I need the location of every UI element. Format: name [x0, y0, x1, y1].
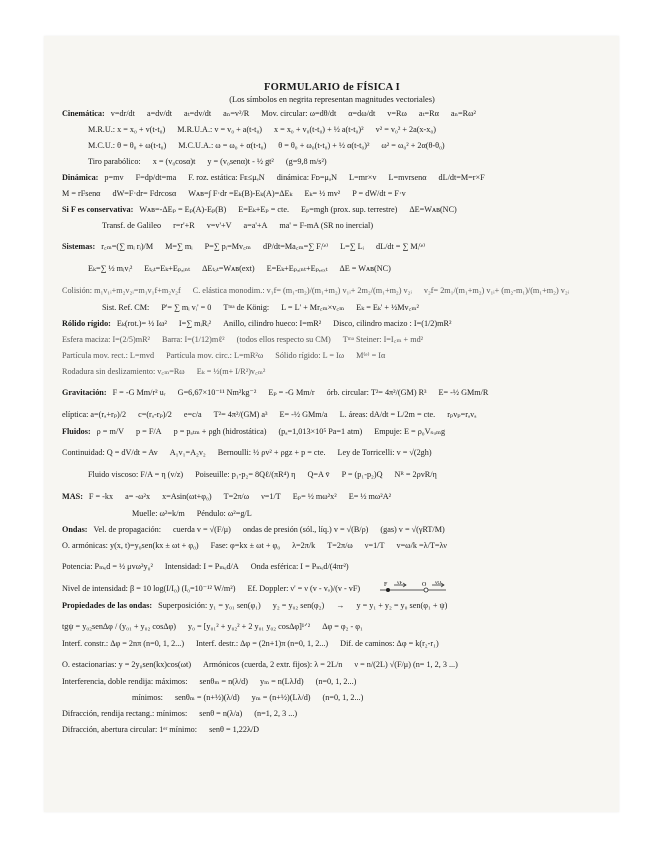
formula-row — [62, 443, 602, 463]
formula: Mov. circular: ω=dθ/dt — [261, 108, 337, 118]
formula: (n=0, 1, 2...) — [322, 692, 364, 702]
formula: M⁽ᵉ⁾ = Iα — [356, 350, 386, 360]
formula: Poiseuille: p₁-p₂= 8Qℓ/(πR⁴) η — [195, 470, 296, 479]
formula: F. roz. estática: Fᴇ≤μₑN — [188, 172, 265, 182]
formula: Muelle: ω²=k/m — [132, 508, 185, 518]
formula: y₂ = y₀₂ sen(φ₂) — [272, 600, 325, 610]
formula-row — [62, 125, 602, 139]
formula: θ = θ₀ + ω₀(t-t₀) + ½ α(t-t₀)² — [278, 140, 370, 150]
formula-row — [62, 557, 602, 577]
formula: O. estacionarias: y = 2y₀sen(kx)cos(ωt) — [62, 660, 192, 669]
formula: v² = v₀² + 2a(x-x₀) — [375, 124, 436, 134]
formula: órb. circular: T²= 4π²/(GM) R³ — [326, 388, 427, 397]
formula: Armónicos (cuerda, 2 extr. fijos): λ = 2L/n — [203, 660, 343, 669]
formula: Intensidad: I = Pₘₑd/A — [164, 562, 239, 571]
doppler-diagram — [378, 581, 448, 597]
formula: aₜ=dv/dt — [184, 108, 212, 118]
formula-row — [62, 525, 602, 539]
formula: c=(rₐ-rₚ)/2 — [138, 410, 172, 419]
formula: O. armónicas: y(x, t)=y₀sen(kx ± ωt + φ₀) — [62, 540, 199, 550]
formula: Rodadura sin deslizamiento: v꜀ₘ=Rω — [62, 366, 185, 376]
formula-row — [62, 351, 602, 365]
svg-text:O: O — [422, 581, 427, 588]
document-subtitle: (Los símbolos en negrita representan magnitudes vectoriales) — [229, 95, 435, 105]
formula: r=r'+R — [173, 220, 195, 230]
formula: senθₘ = n(λ/d) — [199, 676, 248, 686]
formula: Eₖ = ½(m+ I/R²)v꜀ₘ² — [196, 366, 266, 376]
formula: F = -G Mm/r² uᵣ — [112, 388, 166, 397]
formula: L=∑ Lᵢ — [340, 242, 365, 251]
formula: Nivel de intensidad: β = 10 log(I/I₀) (I₀=10⁻¹² W/m²) — [62, 584, 236, 593]
formula: Wᴀʙ=∫ F·dr =Eₖ(B)-Eₖ(A)=ΔEₖ — [188, 188, 293, 198]
formula: yₘ = n(LλJd) — [259, 676, 304, 686]
formula-row — [62, 601, 602, 615]
section-heading: Gravitación: — [62, 388, 107, 397]
formula: ν = n/(2L) √(F/μ) (n= 1, 2, 3 ...) — [354, 660, 458, 669]
formula: M.C.U.A.: ω = ω₀ + α(t-t₀) — [178, 140, 267, 150]
formula: C. elástica monodim.: v₁f= (m₁-m₂)/(m₁+m₂) v₁ᵢ+ 2m₂/(m₁+m₂) v₂ᵢ — [192, 286, 412, 295]
formula: Eₚ = -G Mm/r — [268, 388, 315, 397]
formula: Eₜₒₜ=Eₖ+Eₚ,ᵢₙₜ — [144, 264, 191, 273]
formula: a= -ω²x — [125, 492, 151, 501]
formula: Barra: I=(1/12)mℓ² — [162, 334, 225, 344]
document-title: FORMULARIO de FÍSICA I — [264, 82, 400, 93]
formula: α=dω/dt — [348, 108, 376, 118]
formula: y = (v₀senα)t - ½ gt² — [207, 156, 274, 166]
formula: (g=9,8 m/s²) — [285, 156, 327, 166]
formula: Nᴿ = 2ρvR/η — [394, 470, 437, 479]
formula-row — [62, 617, 602, 637]
formula: ondas de presión (sól., líq.) v = √(B/ρ) — [242, 524, 369, 534]
formula: mínimos: — [132, 692, 163, 702]
formula: (n=0, 1, 2...) — [315, 676, 357, 686]
formula: Eₖ=∑ ½ mᵢvᵢ² — [88, 264, 133, 273]
formula: T=2π/ω — [223, 492, 250, 501]
section-heading: Cinemática: — [62, 108, 105, 118]
formula-row — [62, 465, 602, 485]
formula-row — [62, 281, 602, 301]
formula: L=mvrsenα — [388, 172, 427, 182]
formula: (n=1, 2, 3 ...) — [254, 708, 298, 718]
formula: senθ = 1,22λ/D — [209, 724, 260, 734]
section-heading: Propiedades de las ondas: — [62, 600, 153, 610]
formula: G=6,67×10⁻¹¹ Nm²kg⁻² — [177, 388, 257, 397]
formula: A₁v₁=A₂v₂ — [169, 448, 206, 457]
formula-row — [62, 109, 602, 123]
formula: a=dv/dt — [146, 108, 173, 118]
formula: Bernoulli: ½ ρv² + ρgz + p = cte. — [217, 448, 326, 457]
formula: v=ω/k =λ/T=λν — [396, 540, 447, 550]
formula: rₚvₚ=rₐvₐ — [447, 410, 477, 419]
formula: Interf. constr.: Δφ = 2nπ (n=0, 1, 2...) — [62, 638, 185, 648]
formula: Anillo, cilindro hueco: I=mR² — [223, 318, 322, 328]
formula: M.R.U.: x = x₀ + v(t-t₀) — [88, 124, 166, 134]
formula: tgψ = y₀₂senΔφ / (y₀₁ + y₀₂ cosΔφ) — [62, 622, 177, 631]
formula: dW=F·dr= Fdrcosα — [112, 188, 177, 198]
formula: x=Asin(ωt+φ₀) — [162, 492, 212, 501]
formula-row — [62, 427, 602, 441]
formula: I=∑ mᵢRᵢ² — [178, 318, 212, 328]
formula: ν=1/T — [261, 492, 281, 501]
formula: Interf. destr.: Δφ = (2n+1)π (n=0, 1, 2...) — [196, 638, 329, 648]
section-heading: Fluidos: — [62, 426, 91, 436]
formula: L. áreas: dA/dt = L/2m = cte. — [339, 410, 436, 419]
section-heading: Si F es conservativa: — [62, 204, 134, 214]
formula: Eₚ=mgh (prox. sup. terrestre) — [301, 204, 398, 214]
formula: L=mr×v — [349, 172, 377, 182]
formula: E=Eₖ+Eₚ = cte. — [238, 204, 290, 214]
formula: P = dW/dt = F·v — [352, 188, 406, 198]
formula: Fluido viscoso: F/A = η (v/z) — [88, 470, 184, 479]
formula: a=a'+A — [243, 220, 268, 230]
formula: E= -½ GMm/a — [279, 410, 328, 419]
formula: Eₖ = Eₖ' + ½Mv꜀ₘ² — [356, 302, 419, 312]
formula-row — [62, 205, 602, 219]
formula: P = (p₁-p₂)Q — [341, 470, 383, 479]
formula: x = (v₀cosα)t — [152, 156, 196, 166]
formula: v=dr/dt — [110, 108, 135, 118]
formula: senθₘ = (n+½)(λ/d) — [174, 692, 240, 702]
formula-row — [62, 173, 602, 187]
formula: aₙ=Rω² — [450, 108, 476, 118]
formula: F = -kx — [88, 492, 114, 501]
formula: E= -½ GMm/R — [438, 388, 489, 397]
formula: y₀ = [y₀₁² + y₀₂² + 2 y₀₁ y₀₂ cosΔφ]¹ᐟ² — [188, 622, 311, 631]
formula: M.C.U.: θ = θ₀ + ω(t-t₀) — [88, 140, 167, 150]
formula: Interferencia, doble rendija: máximos: — [62, 676, 188, 686]
formula: Ef. Doppler: ν' = ν (v - vₒ)/(v - vF) — [247, 584, 361, 593]
formula: Esfera maciza: I=(2/5)mR² — [62, 334, 150, 344]
formula: Tᵐᵃ de König: — [223, 302, 270, 312]
formula: dinámica: Fᴅ=μₐN — [276, 172, 338, 182]
formula: yₘ = (n+½)(Lλ/d) — [251, 692, 311, 702]
formula: Péndulo: ω²=g/L — [196, 508, 252, 518]
formula: Sist. Ref. CM: — [102, 302, 150, 312]
formula-row — [62, 319, 602, 333]
formula: Colisión: m₁v₁ᵢ+m₂v₂ᵢ=m₁v₁f+m₂v₂f — [62, 286, 181, 295]
formula-row — [62, 541, 602, 555]
formula-row — [62, 221, 602, 235]
formula-row — [62, 335, 602, 349]
formula-row — [62, 725, 602, 739]
svg-text:vO: vO — [435, 580, 442, 586]
formula: senθ = n(λ/a) — [199, 708, 243, 718]
section-heading: Sistemas: — [62, 242, 96, 251]
formula: r꜀ₘ=(∑ mᵢ rᵢ)/M — [101, 242, 154, 251]
formula: p=mv — [104, 172, 124, 182]
formula: Superposición: y₁ = y₀₁ sen(φ₁) — [158, 600, 261, 610]
section-heading: Ondas: — [62, 524, 88, 534]
formula: p = pₐₜₘ + ρgh (hidrostática) — [173, 426, 267, 436]
formula-row — [62, 709, 602, 723]
formula: Vel. de propagación: — [93, 524, 162, 534]
formula: v₂f= 2m₁/(m₁+m₂) v₁ᵢ+ (m₂-m₁)/(m₁+m₂) v₂ᵢ — [423, 286, 570, 295]
formula: ν=1/T — [364, 540, 385, 550]
formula: Sólido rígido: L = Iω — [275, 350, 345, 360]
formula-row — [62, 157, 602, 171]
formula: Empuje: E = ρ₀Vₛᵤₘg — [374, 426, 446, 436]
formula-row — [62, 693, 602, 707]
formula: p = F/A — [136, 426, 162, 436]
formula: ΔEₜₒₜ=Wᴀʙ(ext) — [202, 264, 255, 273]
formula: Tiro parabólico: — [88, 156, 141, 166]
formula: L = L' + Mr꜀ₘ×v꜀ₘ — [281, 302, 345, 312]
formula: Difracción, abertura circular: 1ᵉʳ mínimo: — [62, 724, 198, 734]
formula: Transf. de Galileo — [102, 220, 162, 230]
formula-row — [62, 655, 602, 675]
formula: e=c/a — [183, 410, 202, 419]
formula: P=∑ pᵢ=Mv꜀ₘ — [204, 242, 251, 251]
formula: P'= ∑ mᵢ vᵢ' = 0 — [161, 302, 212, 312]
formula: y = y₁ + y₂ = y₀ sen(φ₁ + ψ) — [356, 600, 448, 610]
formula-row — [62, 259, 602, 279]
formula: ΔE=Wᴀʙ(NC) — [409, 204, 457, 214]
formula-row — [62, 509, 602, 523]
formula: dL/dt = ∑ Mᵢ⁽ᵉ⁾ — [376, 242, 426, 251]
formula-row — [62, 189, 602, 203]
formula: (pₐ=1,013×10⁵ Pa=1 atm) — [278, 426, 363, 436]
formula: dL/dt=M=r×F — [438, 172, 485, 182]
formula: T=2π/ω — [327, 540, 353, 550]
formula: v=v'+V — [206, 220, 232, 230]
formula: dP/dt=Ma꜀ₘ=∑ Fᵢ⁽ᵉ⁾ — [262, 242, 329, 251]
formula: Dif. de caminos: Δφ = k(r₂-r₁) — [340, 638, 439, 648]
formula: Disco, cilindro macizo : I=(1/2)mR² — [333, 318, 452, 328]
formula: ρ = m/V — [96, 426, 125, 436]
formula-row — [62, 141, 602, 155]
formula-sheet — [62, 82, 602, 741]
formula: Continuidad: Q = dV/dt = Av — [62, 448, 158, 457]
formula: T²= 4π²/(GM) a³ — [213, 410, 268, 419]
formula: x = x₀ + v₀(t-t₀) + ½ a(t-t₀)² — [274, 124, 364, 134]
formula-row — [62, 237, 602, 257]
formula-row — [62, 367, 602, 381]
formula: λ=2π/k — [292, 540, 316, 550]
formula-row — [62, 677, 602, 691]
section-heading: Rólido rígido: — [62, 318, 111, 328]
formula: Ley de Torricelli: v = √(2gh) — [337, 448, 432, 457]
formula: Wᴀʙ=-ΔEₚ = Eₚ(A)-Eₚ(B) — [139, 204, 227, 214]
formula-row — [62, 487, 602, 507]
formula: elíptica: a=(rₐ+rₚ)/2 — [62, 410, 127, 419]
formula-row — [62, 383, 602, 403]
formula-row — [62, 405, 602, 425]
formula: Onda esférica: I = Pₘₑd/(4πr²) — [250, 562, 349, 571]
formula: Δφ = φ₂ - φ₁ — [322, 622, 363, 631]
svg-text:vF: vF — [397, 580, 403, 586]
formula: aₙ=v²/R — [223, 108, 250, 118]
formula-row — [62, 579, 602, 599]
formula: (gas) v = √(γRT/M) — [380, 524, 445, 534]
formula: Difracción, rendija rectang.: mínimos: — [62, 708, 188, 718]
formula: M.R.U.A.: v = v₀ + a(t-t₀) — [177, 124, 263, 134]
section-heading: Dinámica: — [62, 172, 99, 182]
formula: Q=A v̄ — [307, 470, 330, 479]
formula: E= ½ mω²A² — [348, 492, 392, 501]
formula: Tᵐᵃ Steiner: I=I꜀ₘ + md² — [342, 334, 424, 344]
formula: ω² = ω₀² + 2α(θ-θ₀) — [381, 140, 445, 150]
formula: E=Eₖ+Eₚ,ᵢₙₜ+Eₚ,ₑₓₜ — [266, 264, 328, 273]
formula: ΔE = Wᴀʙ(NC) — [339, 264, 391, 273]
formula: F=dp/dt=ma — [135, 172, 177, 182]
formula: M = rFsenα — [62, 188, 101, 198]
formula: Eₖ= ½ mv² — [304, 188, 341, 198]
formula-row — [62, 303, 602, 317]
formula: ma' = F-mA (SR no inercial) — [279, 220, 374, 230]
formula: → — [336, 600, 345, 610]
section-heading: MAS: — [62, 492, 83, 501]
formula-rows — [62, 109, 602, 739]
formula: (todos ellos respecto su CM) — [236, 334, 331, 344]
formula: M=∑ mᵢ — [165, 242, 193, 251]
svg-text:F: F — [384, 581, 388, 588]
formula: Partícula mov. rect.: L=mvd — [62, 350, 155, 360]
formula: aₜ=Rα — [418, 108, 439, 118]
formula: Potencia: Pₘₑd = ½ μvω²y₀² — [62, 562, 153, 571]
formula: cuerda v = √(F/μ) — [173, 524, 231, 534]
formula: Eₖ(rot.)= ½ Iω² — [116, 318, 167, 328]
formula: v=Rω — [387, 108, 407, 118]
formula-row — [62, 639, 602, 653]
formula: Eₚ= ½ mω²x² — [292, 492, 337, 501]
formula: Fase: φ=kx ± ωt + φ₀ — [210, 540, 281, 550]
formula: Partícula mov. circ.: L=mR²ω — [166, 350, 264, 360]
